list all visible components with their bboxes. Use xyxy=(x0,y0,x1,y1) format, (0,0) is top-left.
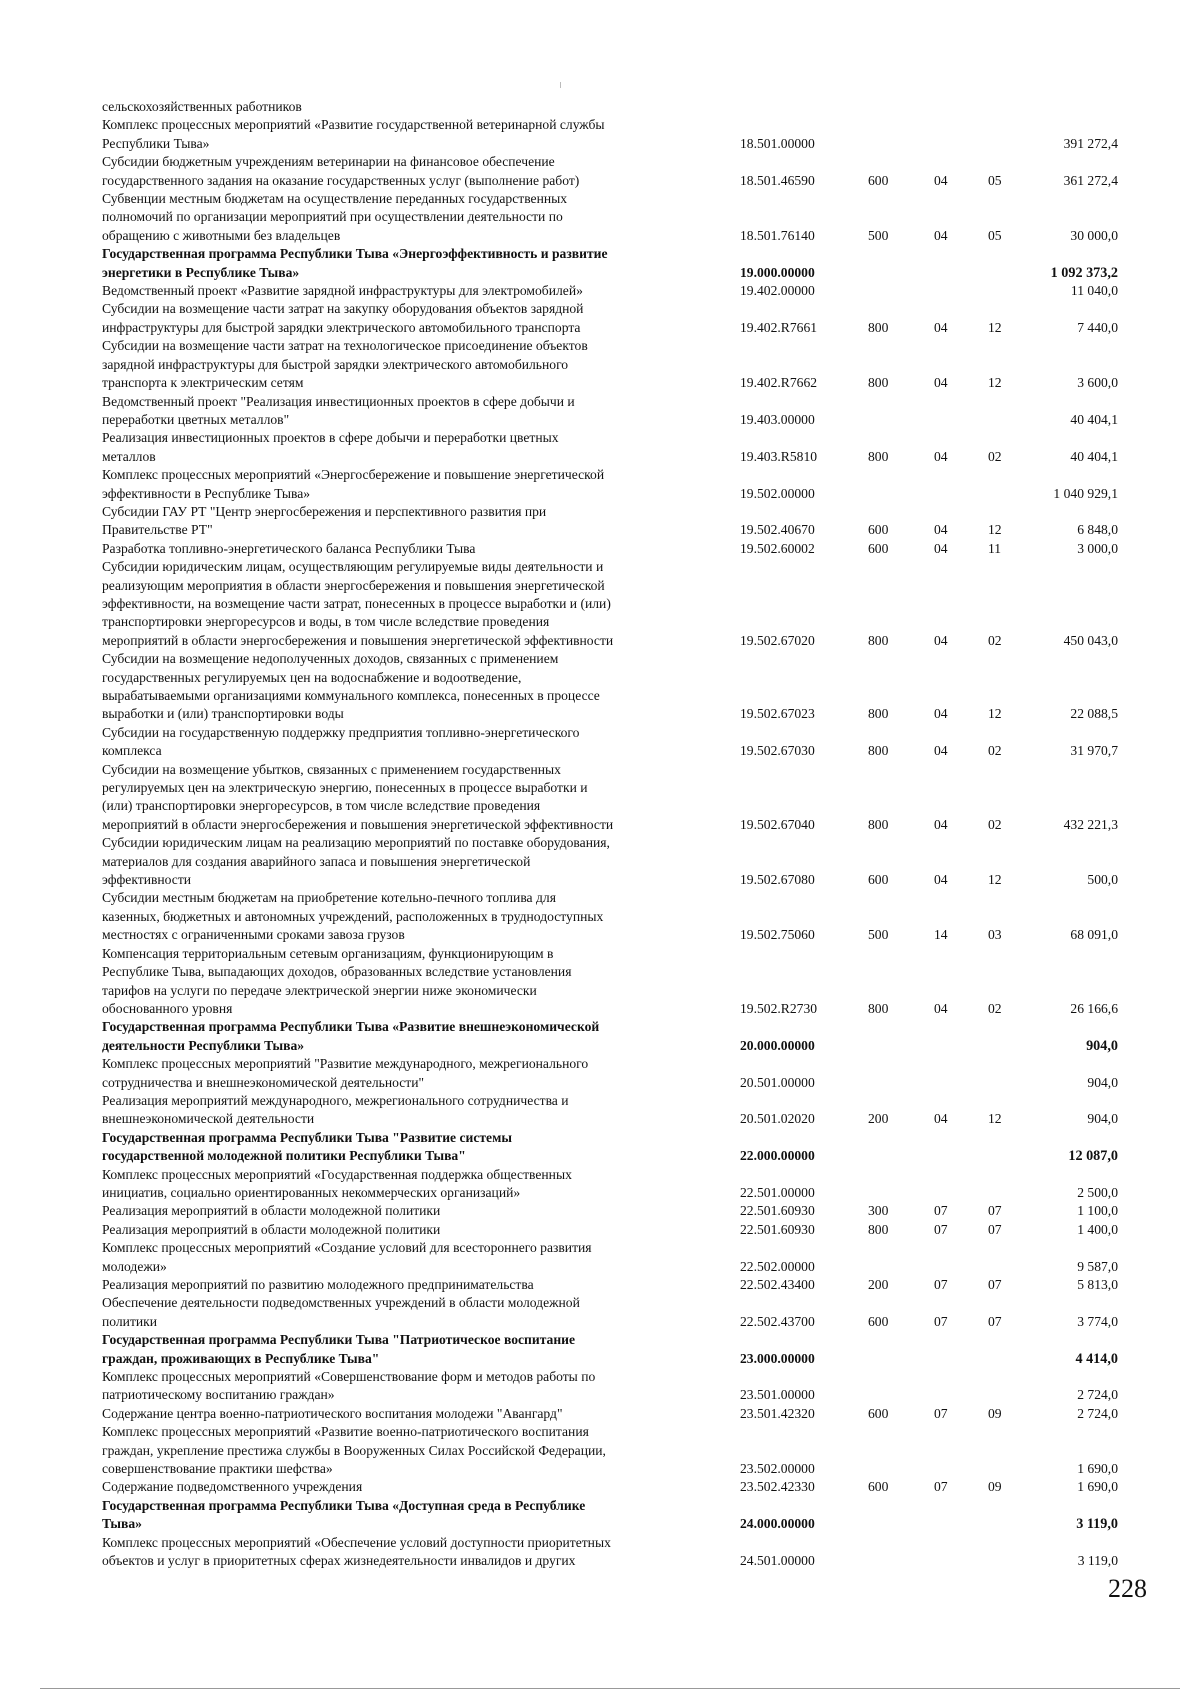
row-name: Содержание подведомственного учреждения xyxy=(102,1479,363,1495)
row-name: Государственная программа Республики Тыва "Патриотическое воспитание граждан, проживающих в Республике Тыва" xyxy=(102,1332,576,1366)
row-subsection: 03 xyxy=(988,927,1002,943)
table-row xyxy=(102,1221,1122,1239)
row-amount: 1 040 929,1 xyxy=(1053,485,1118,501)
row-name: Комплекс процессных мероприятий «Энергосбережение и повышение энергетической эффективности в Республике Тыва» xyxy=(102,467,605,501)
row-code: 19.502.75060 xyxy=(740,927,815,943)
row-code: 18.501.76140 xyxy=(740,227,815,243)
row-section: 04 xyxy=(934,816,948,832)
row-name: Государственная программа Республики Тыва «Энергоэффективность и развитие энергетики в Республике Тыва» xyxy=(102,246,608,280)
row-code: 19.502.40670 xyxy=(740,522,815,538)
row-name: Комплекс процессных мероприятий «Обеспечение условий доступности приоритетных объектов и услуг в приоритетных сферах жизнедеятельности инвалидов и других xyxy=(102,1534,611,1569)
program-row xyxy=(102,1018,1122,1055)
row-amount: 1 092 373,2 xyxy=(1050,264,1118,281)
row-expense-type: 500 xyxy=(868,927,889,943)
row-section: 07 xyxy=(934,1405,948,1421)
row-amount: 7 440,0 xyxy=(1077,319,1118,335)
program-row xyxy=(102,1331,1122,1368)
row-section: 04 xyxy=(934,172,948,188)
row-name: Комплекс процессных мероприятий «Совершенствование форм и методов работы по патриотическому воспитанию граждан» xyxy=(102,1369,596,1403)
row-amount: 1 690,0 xyxy=(1077,1461,1118,1477)
row-code: 19.000.00000 xyxy=(740,264,815,280)
table-row xyxy=(102,393,1122,430)
row-code: 18.501.46590 xyxy=(740,172,815,188)
row-code: 19.502.60002 xyxy=(740,540,815,556)
table-row xyxy=(102,1092,1122,1129)
row-code: 23.501.42320 xyxy=(740,1405,815,1421)
row-amount: 3 000,0 xyxy=(1077,540,1118,556)
row-code: 19.502.67020 xyxy=(740,632,815,648)
row-amount: 9 587,0 xyxy=(1077,1258,1118,1274)
row-code: 18.501.00000 xyxy=(740,135,815,151)
row-amount: 2 724,0 xyxy=(1077,1387,1118,1403)
table-row xyxy=(102,724,1122,761)
row-subsection: 05 xyxy=(988,172,1002,188)
row-name: Компенсация территориальным сетевым организациям, функционирующим в Республике Тыва, выпадающих доходов, образованных вследствие установления тарифов на услуги по передаче электрической энергии ниже экономически обоснованного уровня xyxy=(102,945,572,1016)
row-name: Разработка топливно-энергетического баланса Республики Тыва xyxy=(102,540,476,556)
row-name: Государственная программа Республики Тыва «Доступная среда в Республике Тыва» xyxy=(102,1497,586,1532)
row-expense-type: 800 xyxy=(868,632,889,648)
row-name: Реализация мероприятий международного, межрегионального сотрудничества и внешнеэкономической деятельности xyxy=(102,1092,569,1127)
row-code: 22.502.00000 xyxy=(740,1258,815,1274)
table-row xyxy=(102,466,1122,503)
row-section: 04 xyxy=(934,319,948,335)
row-name: Комплекс процессных мероприятий «Создание условий для всестороннего развития молодежи» xyxy=(102,1240,592,1274)
row-name: Комплекс процессных мероприятий «Развитие военно-патриотического воспитания граждан, укрепление престижа службы в Вооруженных Силах Российской Федерации, совершенствование практики шефства» xyxy=(102,1424,606,1477)
row-amount: 5 813,0 xyxy=(1077,1277,1118,1292)
row-name: Субсидии юридическим лицам, осуществляющим регулируемые виды деятельности и реализующим мероприятия в области энергосбережения и повышения энергетической эффективности, на возмещение части затрат, понесенных в процессе выработки и (или) транспортировки энергоресурсов и воды, в том числе вследствие проведения мероприятий в области энергосбережения и повышения энергетической эффективности xyxy=(102,559,614,648)
row-subsection: 02 xyxy=(988,448,1002,464)
program-row xyxy=(102,245,1122,282)
row-subsection: 12 xyxy=(988,522,1002,538)
row-code: 22.502.43400 xyxy=(740,1277,815,1292)
table-row xyxy=(102,153,1122,190)
row-section: 07 xyxy=(934,1313,948,1329)
row-expense-type: 600 xyxy=(868,172,889,188)
row-expense-type: 800 xyxy=(868,743,889,759)
row-amount: 3 600,0 xyxy=(1077,375,1118,391)
row-amount: 2 724,0 xyxy=(1077,1405,1118,1421)
row-expense-type: 800 xyxy=(868,448,889,464)
row-expense-type: 500 xyxy=(868,227,889,243)
row-amount: 3 119,0 xyxy=(1076,1516,1118,1533)
row-name: сельскохозяйственных работников xyxy=(102,99,302,114)
scan-mark xyxy=(560,82,561,88)
row-subsection: 02 xyxy=(988,1000,1002,1016)
row-code: 22.501.60930 xyxy=(740,1203,815,1219)
row-code: 22.000.00000 xyxy=(740,1148,815,1164)
table-row xyxy=(102,1294,1122,1331)
table-row xyxy=(102,1534,1122,1571)
row-amount: 361 272,4 xyxy=(1063,172,1118,188)
row-subsection: 09 xyxy=(988,1479,1002,1495)
row-name: Субвенции местным бюджетам на осуществление переданных государственных полномочий по организации мероприятий при осуществлении деятельности по обращению с животными без владельцев xyxy=(102,191,568,243)
table-row xyxy=(102,98,1122,116)
program-row xyxy=(102,1129,1122,1166)
page-number: 228 xyxy=(1108,1574,1147,1603)
row-amount: 31 970,7 xyxy=(1070,743,1118,759)
table-row xyxy=(102,190,1122,245)
row-subsection: 12 xyxy=(988,706,1002,722)
row-code: 24.000.00000 xyxy=(740,1516,815,1532)
table-row xyxy=(102,889,1122,944)
table-row xyxy=(102,300,1122,337)
row-code: 19.502.00000 xyxy=(740,485,815,501)
row-subsection: 12 xyxy=(988,375,1002,391)
row-amount: 391 272,4 xyxy=(1063,135,1118,151)
row-amount: 40 404,1 xyxy=(1070,411,1118,427)
row-name: Реализация мероприятий в области молодежной политики xyxy=(102,1203,441,1219)
row-section: 07 xyxy=(934,1277,948,1292)
row-subsection: 02 xyxy=(988,743,1002,759)
row-amount: 3 119,0 xyxy=(1077,1553,1118,1569)
row-subsection: 02 xyxy=(988,632,1002,648)
row-expense-type: 600 xyxy=(868,1405,889,1421)
row-expense-type: 600 xyxy=(868,872,889,888)
row-section: 04 xyxy=(934,522,948,538)
table-row xyxy=(102,558,1122,650)
row-section: 07 xyxy=(934,1203,948,1219)
row-amount: 904,0 xyxy=(1087,1074,1118,1090)
row-name: Субсидии на возмещение части затрат на закупку оборудования объектов зарядной инфраструктуры для быстрой зарядки электрического автомобильного транспорта xyxy=(102,301,584,335)
row-amount: 3 774,0 xyxy=(1077,1313,1118,1329)
row-amount: 30 000,0 xyxy=(1070,227,1118,243)
row-name: Реализация мероприятий по развитию молодежного предпринимательства xyxy=(102,1277,534,1292)
row-name: Комплекс процессных мероприятий "Развитие международного, межрегионального сотрудничества и внешнеэкономической деятельности" xyxy=(102,1056,589,1090)
row-subsection: 07 xyxy=(988,1221,1002,1237)
table-row xyxy=(102,1166,1122,1203)
row-expense-type: 800 xyxy=(868,816,889,832)
row-code: 19.502.67040 xyxy=(740,816,815,832)
budget-table xyxy=(102,98,1122,1571)
row-expense-type: 800 xyxy=(868,1000,889,1016)
row-code: 20.000.00000 xyxy=(740,1037,815,1053)
row-expense-type: 800 xyxy=(868,706,889,722)
row-name: Реализация инвестиционных проектов в сфере добычи и переработки цветных металлов xyxy=(102,430,559,464)
row-amount: 68 091,0 xyxy=(1070,927,1118,943)
row-amount: 11 040,0 xyxy=(1070,283,1118,299)
row-expense-type: 600 xyxy=(868,522,889,538)
table-row xyxy=(102,1202,1122,1220)
row-code: 19.502.R2730 xyxy=(740,1000,818,1016)
row-code: 23.502.00000 xyxy=(740,1461,815,1477)
row-name: Субсидии на возмещение недополученных доходов, связанных с применением государственных регулируемых цен на водоснабжение и водоотведение, вырабатываемыми организациями коммунального комплекса, понесенных в процессе выработки и (или) транспортировки воды xyxy=(102,651,600,722)
table-row xyxy=(102,1423,1122,1478)
row-amount: 2 500,0 xyxy=(1077,1184,1118,1200)
row-subsection: 12 xyxy=(988,1111,1002,1127)
row-amount: 904,0 xyxy=(1086,1037,1118,1054)
row-section: 07 xyxy=(934,1479,948,1495)
row-name: Субсидии юридическим лицам на реализацию мероприятий по поставке оборудования, материалов для создания аварийного запаса и повышения энергетической эффективности xyxy=(102,835,610,888)
table-row xyxy=(102,761,1122,835)
row-amount: 22 088,5 xyxy=(1070,706,1118,722)
row-code: 20.501.00000 xyxy=(740,1074,815,1090)
table-row xyxy=(102,945,1122,1019)
row-name: Государственная программа Республики Тыва «Развитие внешнеэкономической деятельности Республики Тыва» xyxy=(102,1019,600,1053)
row-name: Субсидии бюджетным учреждениям ветеринарии на финансовое обеспечение государственного задания на оказание государственных услуг (выполнение работ) xyxy=(102,154,580,188)
row-amount: 40 404,1 xyxy=(1070,448,1118,464)
row-amount: 450 043,0 xyxy=(1063,632,1118,648)
row-subsection: 05 xyxy=(988,227,1002,243)
table-row xyxy=(102,1055,1122,1092)
row-name: Обеспечение деятельности подведомственных учреждений в области молодежной политики xyxy=(102,1295,580,1329)
table-row xyxy=(102,650,1122,724)
row-subsection: 07 xyxy=(988,1313,1002,1329)
row-name: Субсидии на возмещение части затрат на технологическое присоединение объектов зарядной инфраструктуры для быстрой зарядки электрического автомобильного транспорта к электрическим сетям xyxy=(102,338,588,391)
row-name: Реализация мероприятий в области молодежной политики xyxy=(102,1221,441,1237)
table-row xyxy=(102,834,1122,889)
program-row xyxy=(102,1497,1122,1534)
table-row xyxy=(102,1276,1122,1294)
row-amount: 1 690,0 xyxy=(1077,1479,1118,1495)
table-row xyxy=(102,540,1122,558)
table-row xyxy=(102,429,1122,466)
row-code: 19.403.00000 xyxy=(740,411,815,427)
row-code: 19.502.67023 xyxy=(740,706,815,722)
bottom-rule xyxy=(40,1688,1180,1689)
row-name: Субсидии ГАУ РТ "Центр энергосбережения и перспективного развития при Правительстве РТ" xyxy=(102,503,547,538)
row-expense-type: 300 xyxy=(868,1203,889,1219)
row-section: 04 xyxy=(934,448,948,464)
row-code: 23.000.00000 xyxy=(740,1350,815,1366)
row-code: 19.502.67080 xyxy=(740,872,815,888)
row-name: Ведомственный проект «Развитие зарядной инфраструктуры для электромобилей» xyxy=(102,283,583,299)
row-section: 04 xyxy=(934,743,948,759)
row-code: 22.501.60930 xyxy=(740,1221,815,1237)
row-expense-type: 200 xyxy=(868,1111,889,1127)
row-amount: 1 400,0 xyxy=(1077,1221,1118,1237)
row-amount: 1 100,0 xyxy=(1077,1203,1118,1219)
row-section: 07 xyxy=(934,1221,948,1237)
row-subsection: 12 xyxy=(988,319,1002,335)
table-row xyxy=(102,282,1122,300)
row-amount: 904,0 xyxy=(1087,1111,1118,1127)
table-row xyxy=(102,116,1122,153)
row-expense-type: 800 xyxy=(868,375,889,391)
table-row xyxy=(102,503,1122,540)
row-code: 20.501.02020 xyxy=(740,1111,815,1127)
row-section: 04 xyxy=(934,706,948,722)
table-row xyxy=(102,1239,1122,1276)
row-section: 04 xyxy=(934,1000,948,1016)
row-code: 19.402.R7662 xyxy=(740,375,818,391)
row-section: 04 xyxy=(934,540,948,556)
row-name: Содержание центра военно-патриотического воспитания молодежи "Авангард" xyxy=(102,1405,563,1421)
row-amount: 26 166,6 xyxy=(1070,1000,1118,1016)
row-section: 14 xyxy=(934,927,948,943)
row-name: Субсидии местным бюджетам на приобретение котельно-печного топлива для казенных, бюджетных и автономных учреждений, расположенных в труднодоступных местностях с ограниченными сроками завоза грузов xyxy=(102,890,604,943)
row-code: 19.403.R5810 xyxy=(740,448,818,464)
row-expense-type: 800 xyxy=(868,1221,889,1237)
row-amount: 6 848,0 xyxy=(1077,522,1118,538)
row-section: 04 xyxy=(934,227,948,243)
row-expense-type: 600 xyxy=(868,1313,889,1329)
row-code: 19.402.R7661 xyxy=(740,319,818,335)
row-section: 04 xyxy=(934,1111,948,1127)
row-section: 04 xyxy=(934,872,948,888)
table-row xyxy=(102,337,1122,392)
row-subsection: 07 xyxy=(988,1277,1002,1292)
row-subsection: 02 xyxy=(988,816,1002,832)
row-code: 19.402.00000 xyxy=(740,283,815,299)
row-expense-type: 200 xyxy=(868,1277,889,1292)
row-expense-type: 600 xyxy=(868,1479,889,1495)
row-expense-type: 600 xyxy=(868,540,889,556)
row-code: 22.502.43700 xyxy=(740,1313,815,1329)
row-amount: 4 414,0 xyxy=(1075,1350,1118,1367)
row-subsection: 09 xyxy=(988,1405,1002,1421)
row-section: 04 xyxy=(934,632,948,648)
row-code: 23.501.00000 xyxy=(740,1387,815,1403)
row-amount: 432 221,3 xyxy=(1063,816,1118,832)
row-code: 19.502.67030 xyxy=(740,743,815,759)
row-name: Ведомственный проект "Реализация инвестиционных проектов в сфере добычи и переработки цветных металлов" xyxy=(102,393,575,427)
row-subsection: 11 xyxy=(988,540,1002,556)
row-section: 04 xyxy=(934,375,948,391)
row-amount: 500,0 xyxy=(1087,872,1118,888)
row-name: Государственная программа Республики Тыва "Развитие системы государственной молодежной политики Республики Тыва" xyxy=(102,1129,512,1164)
row-subsection: 12 xyxy=(988,872,1002,888)
table-row xyxy=(102,1368,1122,1405)
row-name: Субсидии на государственную поддержку предприятия топливно-энергетического комплекса xyxy=(102,724,580,759)
row-amount: 12 087,0 xyxy=(1068,1148,1118,1165)
table-row xyxy=(102,1478,1122,1496)
row-code: 24.501.00000 xyxy=(740,1553,815,1569)
row-name: Субсидии на возмещение убытков, связанных с применением государственных регулируемых цен на электрическую энергию, понесенных в процессе выработки и (или) транспортировки энергоресурсов, в том числе вследствие проведения мероприятий в области энергосбережения и повышения энергетической эффективности xyxy=(102,761,614,832)
row-subsection: 07 xyxy=(988,1203,1002,1219)
row-name: Комплекс процессных мероприятий «Государственная поддержка общественных инициатив, социально ориентированных некоммерческих организаций» xyxy=(102,1166,572,1200)
row-expense-type: 800 xyxy=(868,319,889,335)
row-code: 22.501.00000 xyxy=(740,1184,815,1200)
table-row xyxy=(102,1405,1122,1423)
row-code: 23.502.42330 xyxy=(740,1479,815,1495)
row-name: Комплекс процессных мероприятий «Развитие государственной ветеринарной службы Республики Тыва» xyxy=(102,117,605,151)
